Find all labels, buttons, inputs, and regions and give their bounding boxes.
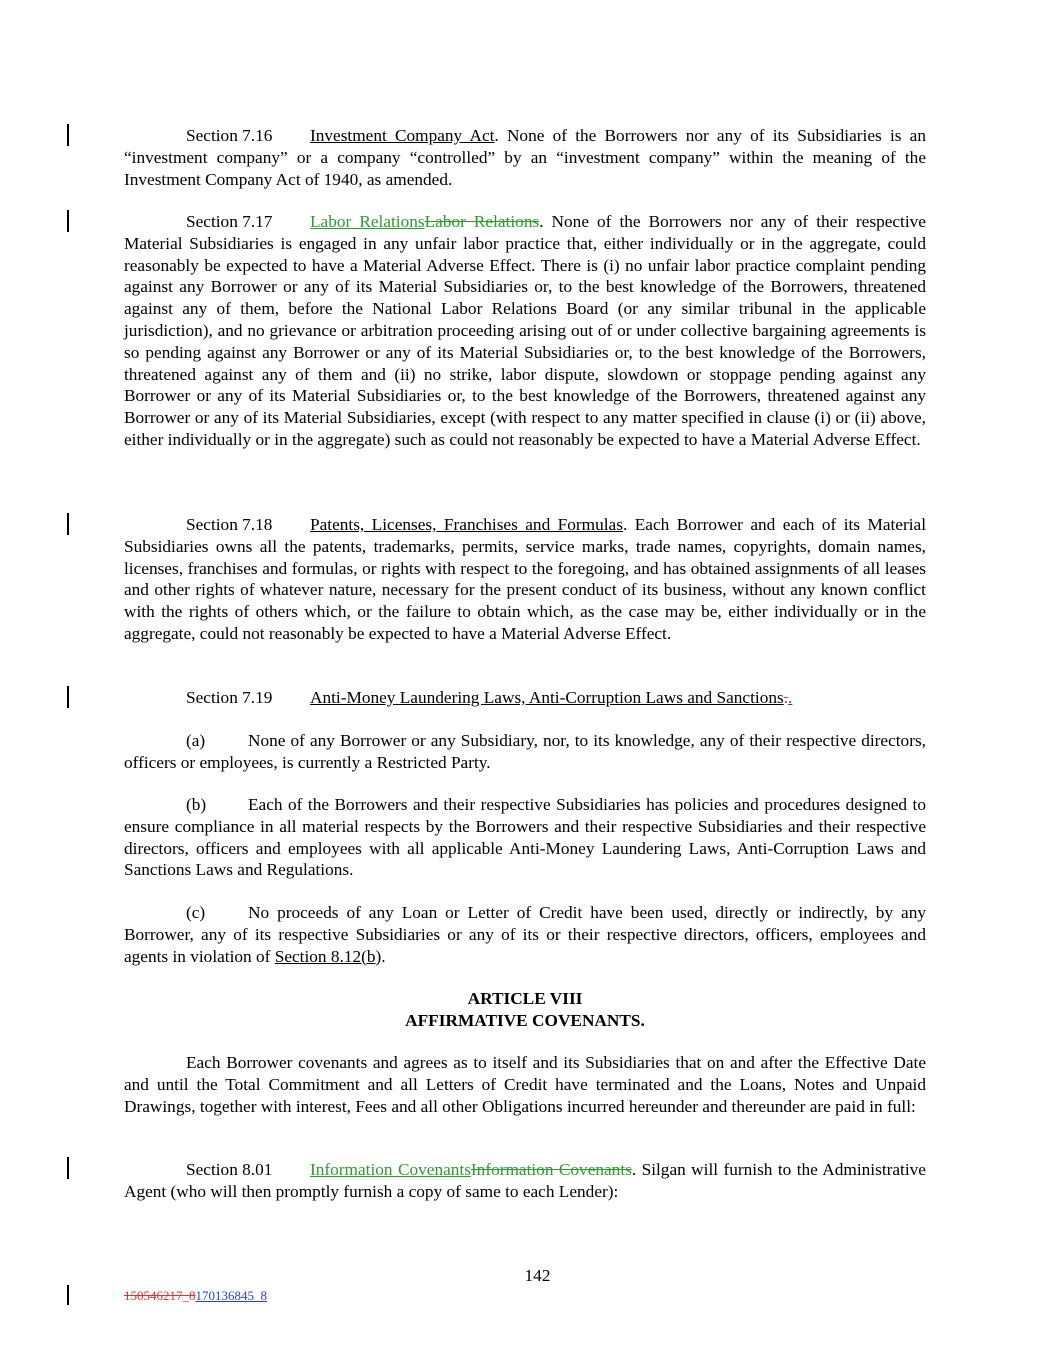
- deleted-title: Labor Relations: [424, 212, 540, 231]
- section-7-17: [124, 211, 926, 451]
- document-id: [124, 1288, 267, 1304]
- section-title: Investment Company Act: [310, 126, 495, 145]
- deleted-doc-id: 150546217_8: [124, 1288, 196, 1303]
- page-number: 142: [524, 1266, 551, 1285]
- article-intro: [124, 1052, 926, 1117]
- section-number: Section 7.19: [186, 688, 273, 707]
- change-bar: [67, 210, 69, 232]
- cross-reference: Section 8.12(b): [274, 946, 382, 966]
- intro-text: Each Borrower covenants and agrees as to itself and its Subsidiaries that on and after the Effective Date and until the Total Commitment and all Letters of Credit have terminated and the Loans, Notes and Unpaid Drawings, together with interest, Fees and all other Obligations incurred hereunder and thereunder are paid in full:: [124, 1053, 926, 1116]
- section-7-18: [124, 514, 926, 645]
- change-bar: [67, 124, 69, 146]
- clause-end: .: [381, 946, 386, 966]
- clause-body: No proceeds of any Loan or Letter of Credit have been used, directly or indirectly, by any Borrower, any of its respective Subsidiaries or any of its or their respective directors, officers, employees and agents in violation of: [124, 903, 926, 966]
- change-bar: [67, 1157, 69, 1179]
- inserted-title: Labor Relations: [310, 212, 425, 231]
- inserted-doc-id: 170136845_8: [195, 1288, 267, 1303]
- article-heading: [124, 988, 926, 1032]
- clause-b: [124, 794, 926, 881]
- deleted-title: Information Covenants: [470, 1160, 632, 1179]
- section-body: . Each Borrower and each of its Material Subsidiaries owns all the patents, trademarks, permits, service marks, trade names, copyrights, domain names, licenses, franchises and formulas, or rights with respect to the foregoing, and has obtained assignments of all leases and other rights of whatever nature, necessary for the present conduct of its business, without any known conflict with the rights of others which, or the failure to obtain which, as the case may be, either individually or in the aggregate, could not reasonably be expected to have a Material Adverse Effect.: [124, 515, 927, 643]
- section-title: Anti-Money Laundering Laws, Anti-Corruption Laws and Sanctions: [310, 688, 784, 707]
- section-8-01: [124, 1159, 926, 1203]
- change-bar: [67, 1285, 69, 1305]
- section-body: . None of the Borrowers nor any of their respective Material Subsidiaries is engaged in any unfair labor practice that, either individually or in the aggregate, could reasonably be expected to have a Material Adverse Effect. There is (i) no unfair labor practice complaint pending against any Borrower or any of its Material Subsidiaries or, to the best knowledge of the Borrowers, threatened against any of them, before the National Labor Relations Board (or any similar tribunal in the applicable jurisdiction), and no grievance or arbitration proceeding arising out of or under collective bargaining agreements is so pending against any Borrower or any of its Material Subsidiaries or, to the best knowledge of the Borrowers, threatened against any of them and (ii) no strike, labor dispute, slowdown or stoppage pending against any Borrower or any of its Material Subsidiaries or, to the best knowledge of the Borrowers, threatened against any Borrower or any of its Material Subsidiaries, except (with respect to any matter specified in clause (i) or (ii) above, either individually or in the aggregate) such as could not reasonably be expected to have a Material Adverse Effect.: [124, 212, 926, 449]
- article-title: AFFIRMATIVE COVENANTS.: [405, 1010, 645, 1030]
- section-number: Section 8.01: [186, 1160, 273, 1179]
- clause-label: (b): [186, 795, 207, 814]
- section-body: . None of the Borrowers nor any of its Subsidiaries is an “investment company” or a company “controlled” by an “investment company” within the meaning of the Investment Company Act of 1940, as amended.: [124, 126, 926, 189]
- change-bar: [67, 513, 69, 535]
- clause-label: (a): [186, 731, 206, 750]
- section-number: Section 7.17: [186, 212, 273, 231]
- inserted-title: Information Covenants: [310, 1160, 471, 1179]
- deleted-punctuation: .: [783, 688, 789, 707]
- change-bar: [67, 686, 69, 708]
- section-number: Section 7.18: [186, 515, 273, 534]
- clause-label: (c): [186, 903, 206, 922]
- clause-a: [124, 730, 926, 774]
- section-number: Section 7.16: [186, 126, 273, 145]
- inserted-punctuation: .: [788, 688, 793, 707]
- clause-body: Each of the Borrowers and their respective Subsidiaries has policies and procedures designed to ensure compliance in all material respects by the Borrowers and their respective Subsidiaries and their respective directors, officers and employees with all applicable Anti-Money Laundering Laws, Anti-Corruption Laws and Sanctions Laws and Regulations.: [124, 795, 926, 880]
- clause-body: None of any Borrower or any Subsidiary, nor, to its knowledge, any of their respective directors, officers or employees, is currently a Restricted Party.: [124, 731, 926, 772]
- article-number: ARTICLE VIII: [467, 989, 583, 1008]
- section-7-16: [124, 125, 926, 190]
- clause-c: [124, 902, 926, 967]
- section-7-19: [124, 687, 926, 709]
- section-body: . Silgan will furnish to the Administrative Agent (who will then promptly furnish a copy of same to each Lender):: [124, 1160, 926, 1201]
- section-title: Patents, Licenses, Franchises and Formulas: [310, 515, 623, 534]
